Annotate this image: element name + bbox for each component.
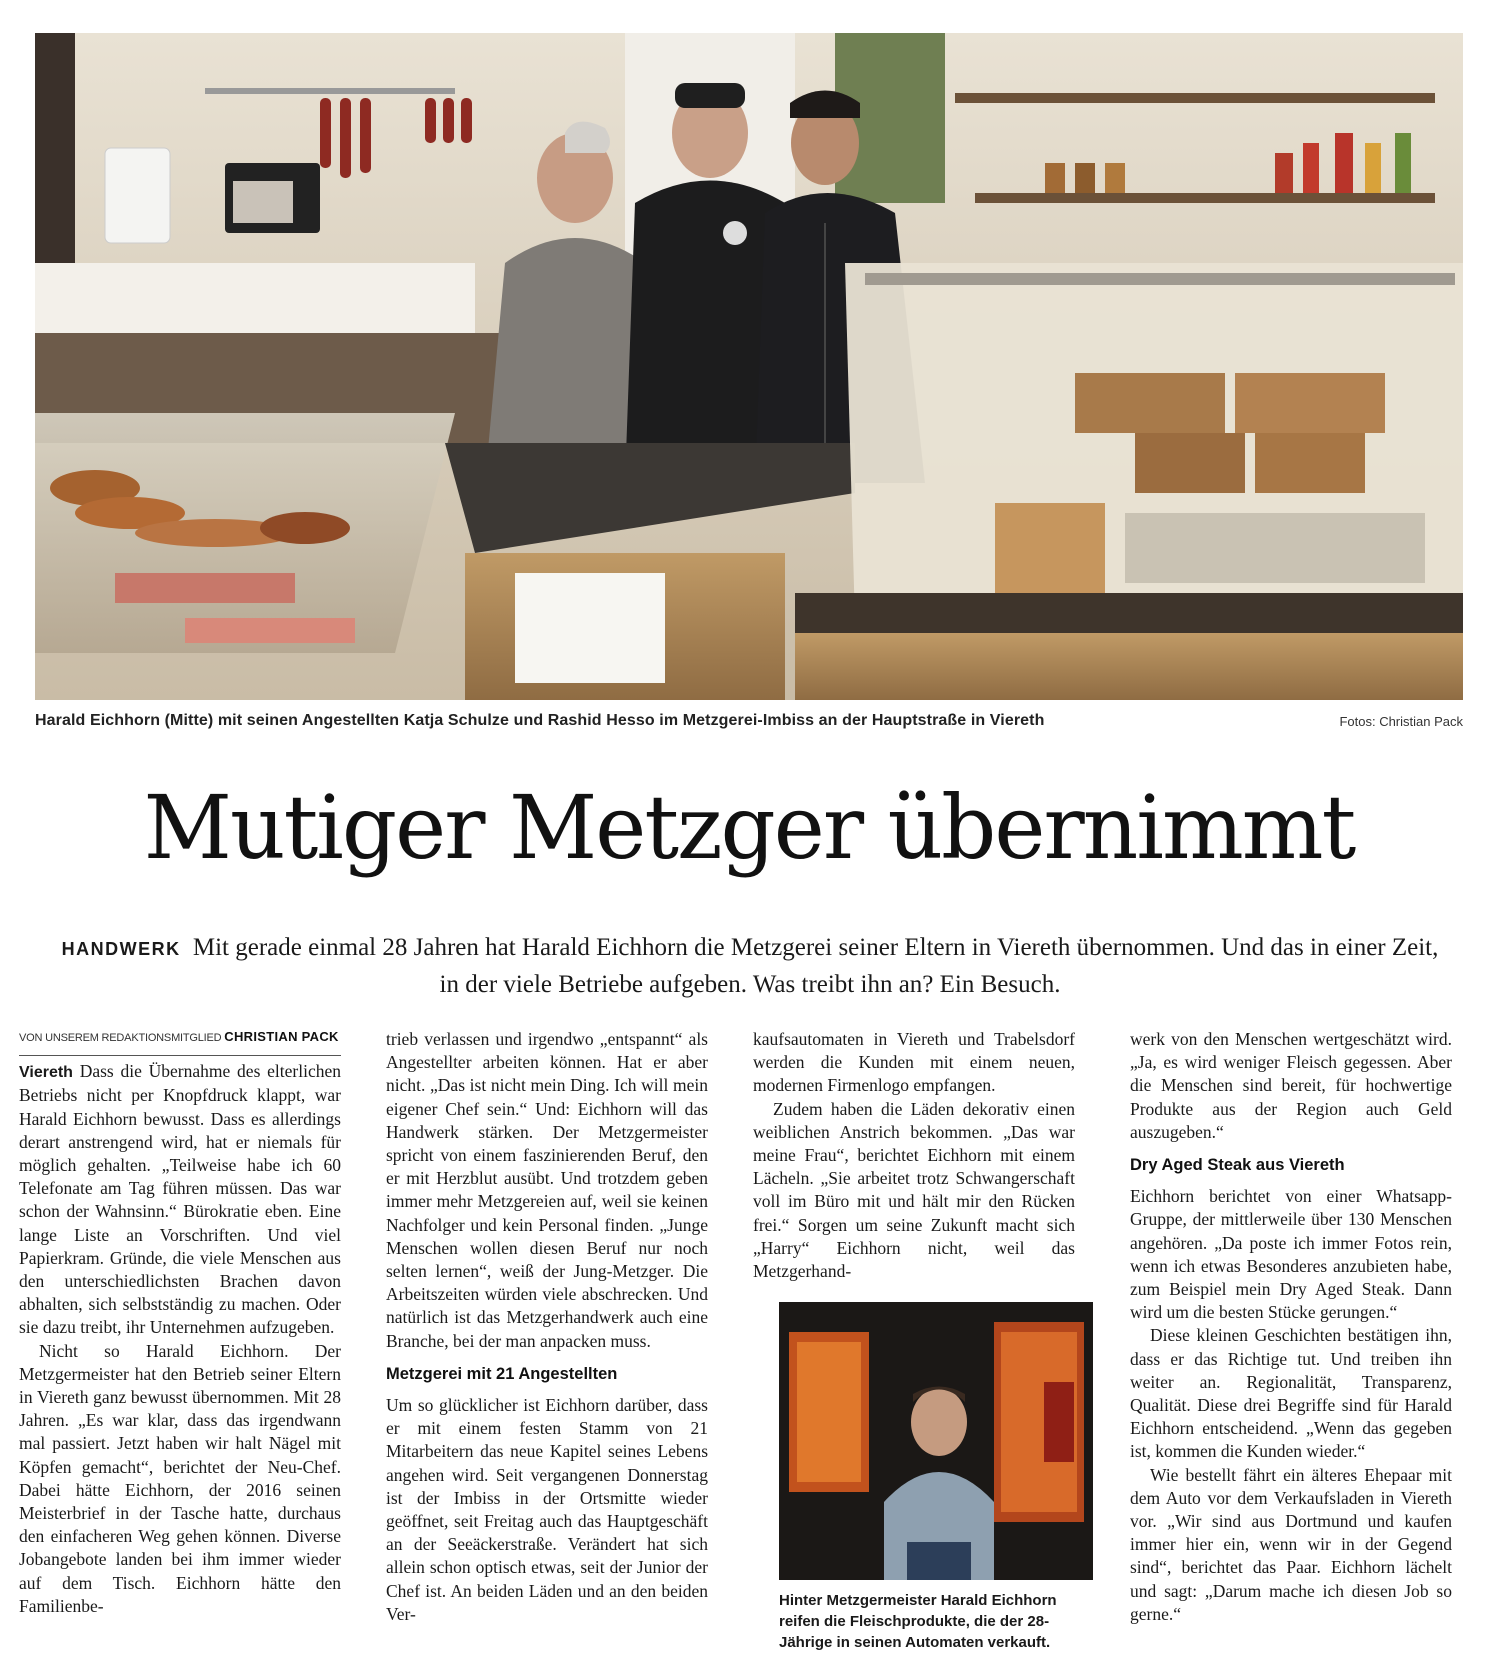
inset-caption: Hinter Metzgermeister Harald Eichhorn reifen die Fleischprodukte, die der 28-Jährige in seinen Automaten verkauft. [779, 1592, 1057, 1651]
lead-paragraph [55, 930, 1445, 1002]
main-photo [35, 33, 1463, 700]
subhead-employees: Metzgerei mit 21 Angestellten [386, 1364, 618, 1383]
paragraph-9: Diese kleinen Geschichten bestätigen ihn, dass er das Richtige tut. Und treiben ihn weiter an. Regionalität, Transparenz, Qualität. Diese drei Begriffe sind für Harald Eichhorn entscheidend. „Wenn das gegeben ist, kommen die Kunden wieder.“ [1130, 1325, 1452, 1462]
column-4 [1130, 1028, 1452, 1626]
paragraph-4: Um so glücklicher ist Eichhorn darüber, dass er mit einem festen Stamm von 21 Mitarbeitern das neue Kapitel seines Lebens angehen wird. Seit vergangenen Donnerstag ist der Imbiss in der Ortsmitte wieder geöffnet, seit Freitag auch das Hauptgeschäft an der Seeäckerstraße. Verändert hat sich allein schon optisch etwas, seit der Junior der Chef ist. An beiden Läden und an den beiden Ver- [386, 1395, 708, 1624]
paragraph-3: trieb verlassen und irgendwo „entspannt“ als Angestellter arbeiten können. Hat er aber nicht. „Das ist nicht mein Ding. Ich will mein eigener Chef sein.“ Und: Eichhorn will das Handwerk stärken. Der Metzgermeister spricht von einem faszinierenden Beruf, den er mit Herzblut ausübt. Und trotzdem geben immer mehr Metzgereien auf, weil sie keinen Nachfolger und kein Personal finden. „Junge Menschen wollen diesen Beruf nur noch selten lernen“, weiß der Jung-Metzger. Die Arbeitszeiten würden viele abschrecken. Und natürlich ist das Metzgerhandwerk auch eine Branche, bei der man anpacken muss. [386, 1029, 708, 1351]
paragraph-5: kaufsautomaten in Viereth und Trabelsdorf werden die Kunden mit einem neuen, modernen Firmenlogo empfangen. [753, 1029, 1075, 1096]
paragraph-6: Zudem haben die Läden dekorativ einen weiblichen Anstrich bekommen. „Das war meine Frau“, berichtet Eichhorn mit einem Lächeln. „Sie arbeitet trotz Schwangerschaft voll im Büro mit und hält mir den Rücken frei.“ Sorgen um seine Zukunft macht sich „Harry“ Eichhorn nicht, weil das Metzgerhand- [753, 1098, 1075, 1282]
kicker: HANDWERK [61, 939, 181, 959]
paragraph-7: werk von den Menschen wertgeschätzt wird. „Ja, es wird weniger Fleisch gegessen. Aber die Menschen sind bereit, für hochwertige Produkte aus der Region auch Geld auszugeben.“ [1130, 1029, 1452, 1142]
column-3 [753, 1028, 1075, 1283]
paragraph-2: Nicht so Harald Eichhorn. Der Metzgermeister hat den Betrieb seiner Eltern in Viereth ganz bewusst übernommen. Mit 28 Jahren. „Es war klar, dass das irgendwann mal passiert. Jetzt haben wir halt Nägel mit Köpfen gemacht“, berichtet der Neu-Chef. Dabei hätte Eichhorn, der 2016 seinen Meisterbrief in der Tasche hatte, durchaus den einfacheren Weg gehen können. Diverse Jobangebote landen bei ihm immer wieder auf dem Tisch. Eichhorn hätte den Familienbe- [19, 1340, 341, 1616]
byline-prefix: VON UNSEREM REDAKTIONSMITGLIED [19, 1032, 222, 1044]
subhead-dry-aged: Dry Aged Steak aus Viereth [1130, 1156, 1345, 1175]
lead-text: Mit gerade einmal 28 Jahren hat Harald Eichhorn die Metzgerei seiner Eltern in Viereth übernommen. Und das in einer Zeit, in der viele Betriebe aufgeben. Was treibt ihn an? Ein Besuch. [192, 934, 1439, 998]
photo-caption-row [35, 712, 1463, 736]
paragraph-10: Wie bestellt fährt ein älteres Ehepaar mit dem Auto vor dem Verkaufsladen in Viereth vor. „Wir sind aus Dortmund und kaufen immer hier ein, wenn wir in der Gegend sind“, berichtet das Paar. Eichhorn lächelt und sagt: „Darum mache ich diesen Job so gerne.“ [1130, 1464, 1452, 1624]
butcher-portrait-illustration [779, 1302, 1093, 1580]
counter-notice [515, 573, 665, 683]
paragraph-8: Eichhorn berichtet von einer Whatsapp-Gruppe, der mittlerweile über 130 Menschen angehören. „Da poste ich immer Fotos rein, wenn ich etwas Besonderes anzubieten habe, zum Beispiel mein Dry Aged Steak. Dann wird um die besten Stücke gerungen.“ [1130, 1186, 1452, 1323]
byline-author: CHRISTIAN PACK [224, 1029, 339, 1044]
byline [19, 1025, 341, 1056]
headline: Mutiger Metzger übernimmt [143, 776, 1355, 879]
photo-caption: Harald Eichhorn (Mitte) mit seinen Angestellten Katja Schulze und Rashid Hesso im Metzgerei-Imbiss an der Hauptstraße in Viereth [35, 712, 1045, 729]
dateline-location: Viereth [19, 1064, 73, 1082]
shop-interior-illustration [35, 33, 1463, 700]
column-2 [386, 1028, 708, 1626]
column-1 [19, 1025, 341, 1618]
inset-photo [779, 1302, 1093, 1580]
paragraph-1: Viereth Dass die Übernahme des elterlichen Betriebs nicht per Knopfdruck klappt, war Harald Eichhorn bewusst. Dass es allerdings derart anstrengend wird, hat er niemals für möglich gehalten. „Teilweise habe ich 60 Telefonate am Tag führen müssen. Das war schon der Wahnsinn.“ Bürokratie eben. Eine lange Liste an Vorschriften. Und viel Papierkram. Gründe, die viele Menschen aus den unterschiedlichsten Brachen davon abhalten, sich selbstständig zu machen. Oder sie dazu treibt, ihr Unternehmen aufzugeben. [19, 1061, 341, 1338]
photo-credit: Fotos: Christian Pack [1339, 714, 1463, 729]
